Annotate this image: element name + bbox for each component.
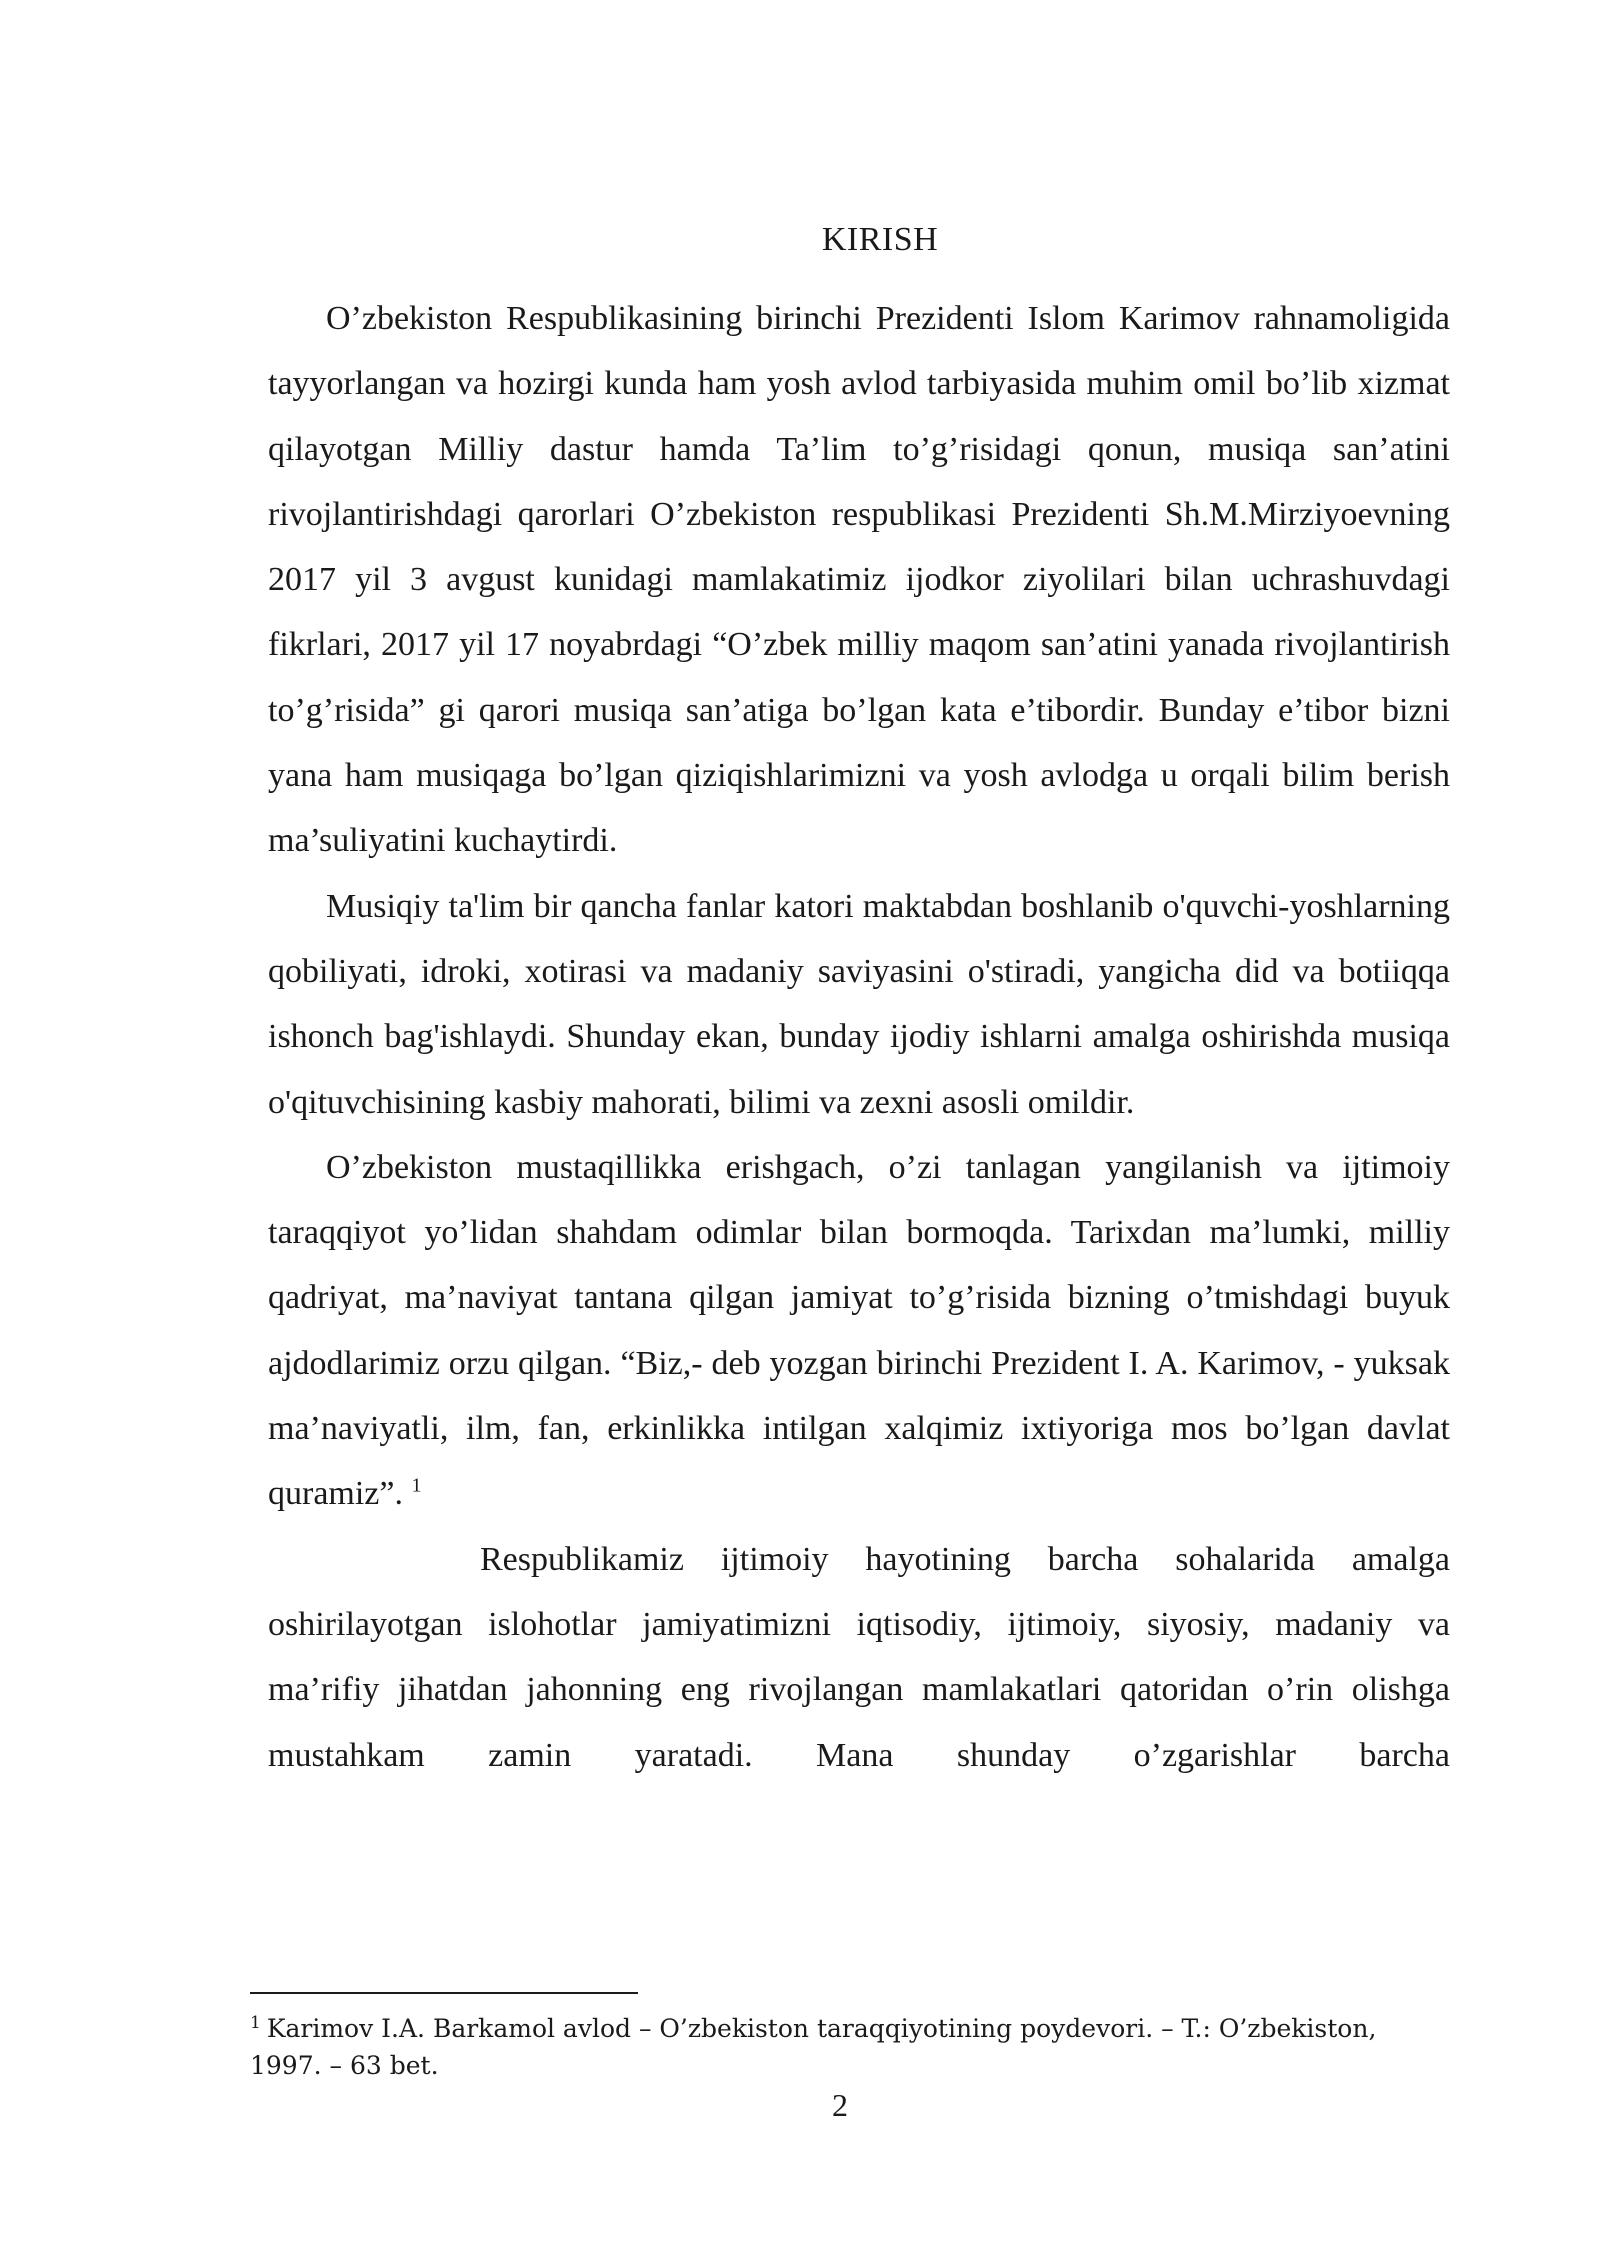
paragraph-intro-text: O’zbekiston Respublikasining birinchi Prezidenti Islom Karimov rahnamoligida tayyorlangan va hozirgi kunda ham yosh avlod tarbiyasida muhim omil bo’lib xizmat qilayotgan Milliy dastur hamda Ta’lim to’g’risidagi qonun, musiqa san’atini rivojlantirishdagi qarorlari O’zbekiston respublikasi Prezidenti Sh.M.Mirziyoevning 2017 yil 3 avgust kunidagi mamlakatimiz ijodkor ziyolilari bilan uchrashuvdagi fikrlari, 2017 yil 17 noyabrdagi “O’zbek milliy maqom san’atini yanada rivojlantirish to’g’risida” gi qarori musiqa san’atiga bo’lgan kata e’tibordir. Bunday e’tibor bizni yana ham musiqaga bo’lgan qiziqishlarimizni va yosh avlodga u orqali bilim berish ma’suliyatini kuchaytirdi. — [268, 300, 1450, 860]
footnote-text: Karimov I.A. Barkamol avlod – O’zbekiston taraqqiyotining poydevori. – T.: O’zbekiston, 1997. – 63 bet. — [250, 2014, 1377, 2080]
paragraph-independence — [268, 1135, 1450, 1527]
body-text — [268, 286, 1450, 1788]
footnote-number: 1 — [250, 2012, 261, 2033]
footnote-separator — [250, 1992, 638, 1994]
footnote — [250, 2010, 1400, 2084]
paragraph-independence-text: O’zbekiston mustaqillikka erishgach, o’zi tanlagan yangilanish va ijtimoiy taraqqiyot yo’lidan shahdam odimlar bilan bormoqda. Tarixdan ma’lumki, milliy qadriyat, ma’naviyat tantana qilgan jamiyat to’g’risida bizning o’tmishdagi buyuk ajdodlarimiz orzu qilgan. “Biz,- deb yozgan birinchi Prezident I. A. Karimov, - yuksak ma’naviyatli, ilm, fan, erkinlikka intilgan xalqimiz ixtiyoriga mos bo’lgan davlat quramiz”. — [268, 1148, 1450, 1513]
page-number: 2 — [832, 2087, 848, 2123]
paragraph-reforms-text: Respublikamiz ijtimoiy hayotining barcha sohalarida amalga oshirilayotgan islohotlar jamiyatimizni iqtisodiy, ijtimoiy, siyosiy, madaniy va ma’rifiy jihatdan jahonning eng rivojlangan mamlakatlari qatoridan o’rin olishga mustahkam zamin yaratadi. Mana shunday o’zgarishlar barcha — [268, 1540, 1450, 1774]
paragraph-intro — [268, 286, 1450, 874]
section-title: KIRISH — [821, 221, 939, 258]
paragraph-music-education — [268, 874, 1450, 1135]
paragraph-music-education-text: Musiqiy ta'lim bir qancha fanlar katori maktabdan boshlanib o'quvchi-yoshlarning qobiliyati, idroki, xotirasi va madaniy saviyasini o'stiradi, yangicha did va botiiqqa ishonch bag'ishlaydi. Shunday ekan, bunday ijodiy ishlarni amalga oshirishda musiqa o'qituvchisining kasbiy mahorati, bilimi va zexni asosli omildir. — [268, 887, 1450, 1121]
paragraph-reforms — [268, 1527, 1450, 1788]
footnote-reference: 1 — [411, 1475, 422, 1498]
